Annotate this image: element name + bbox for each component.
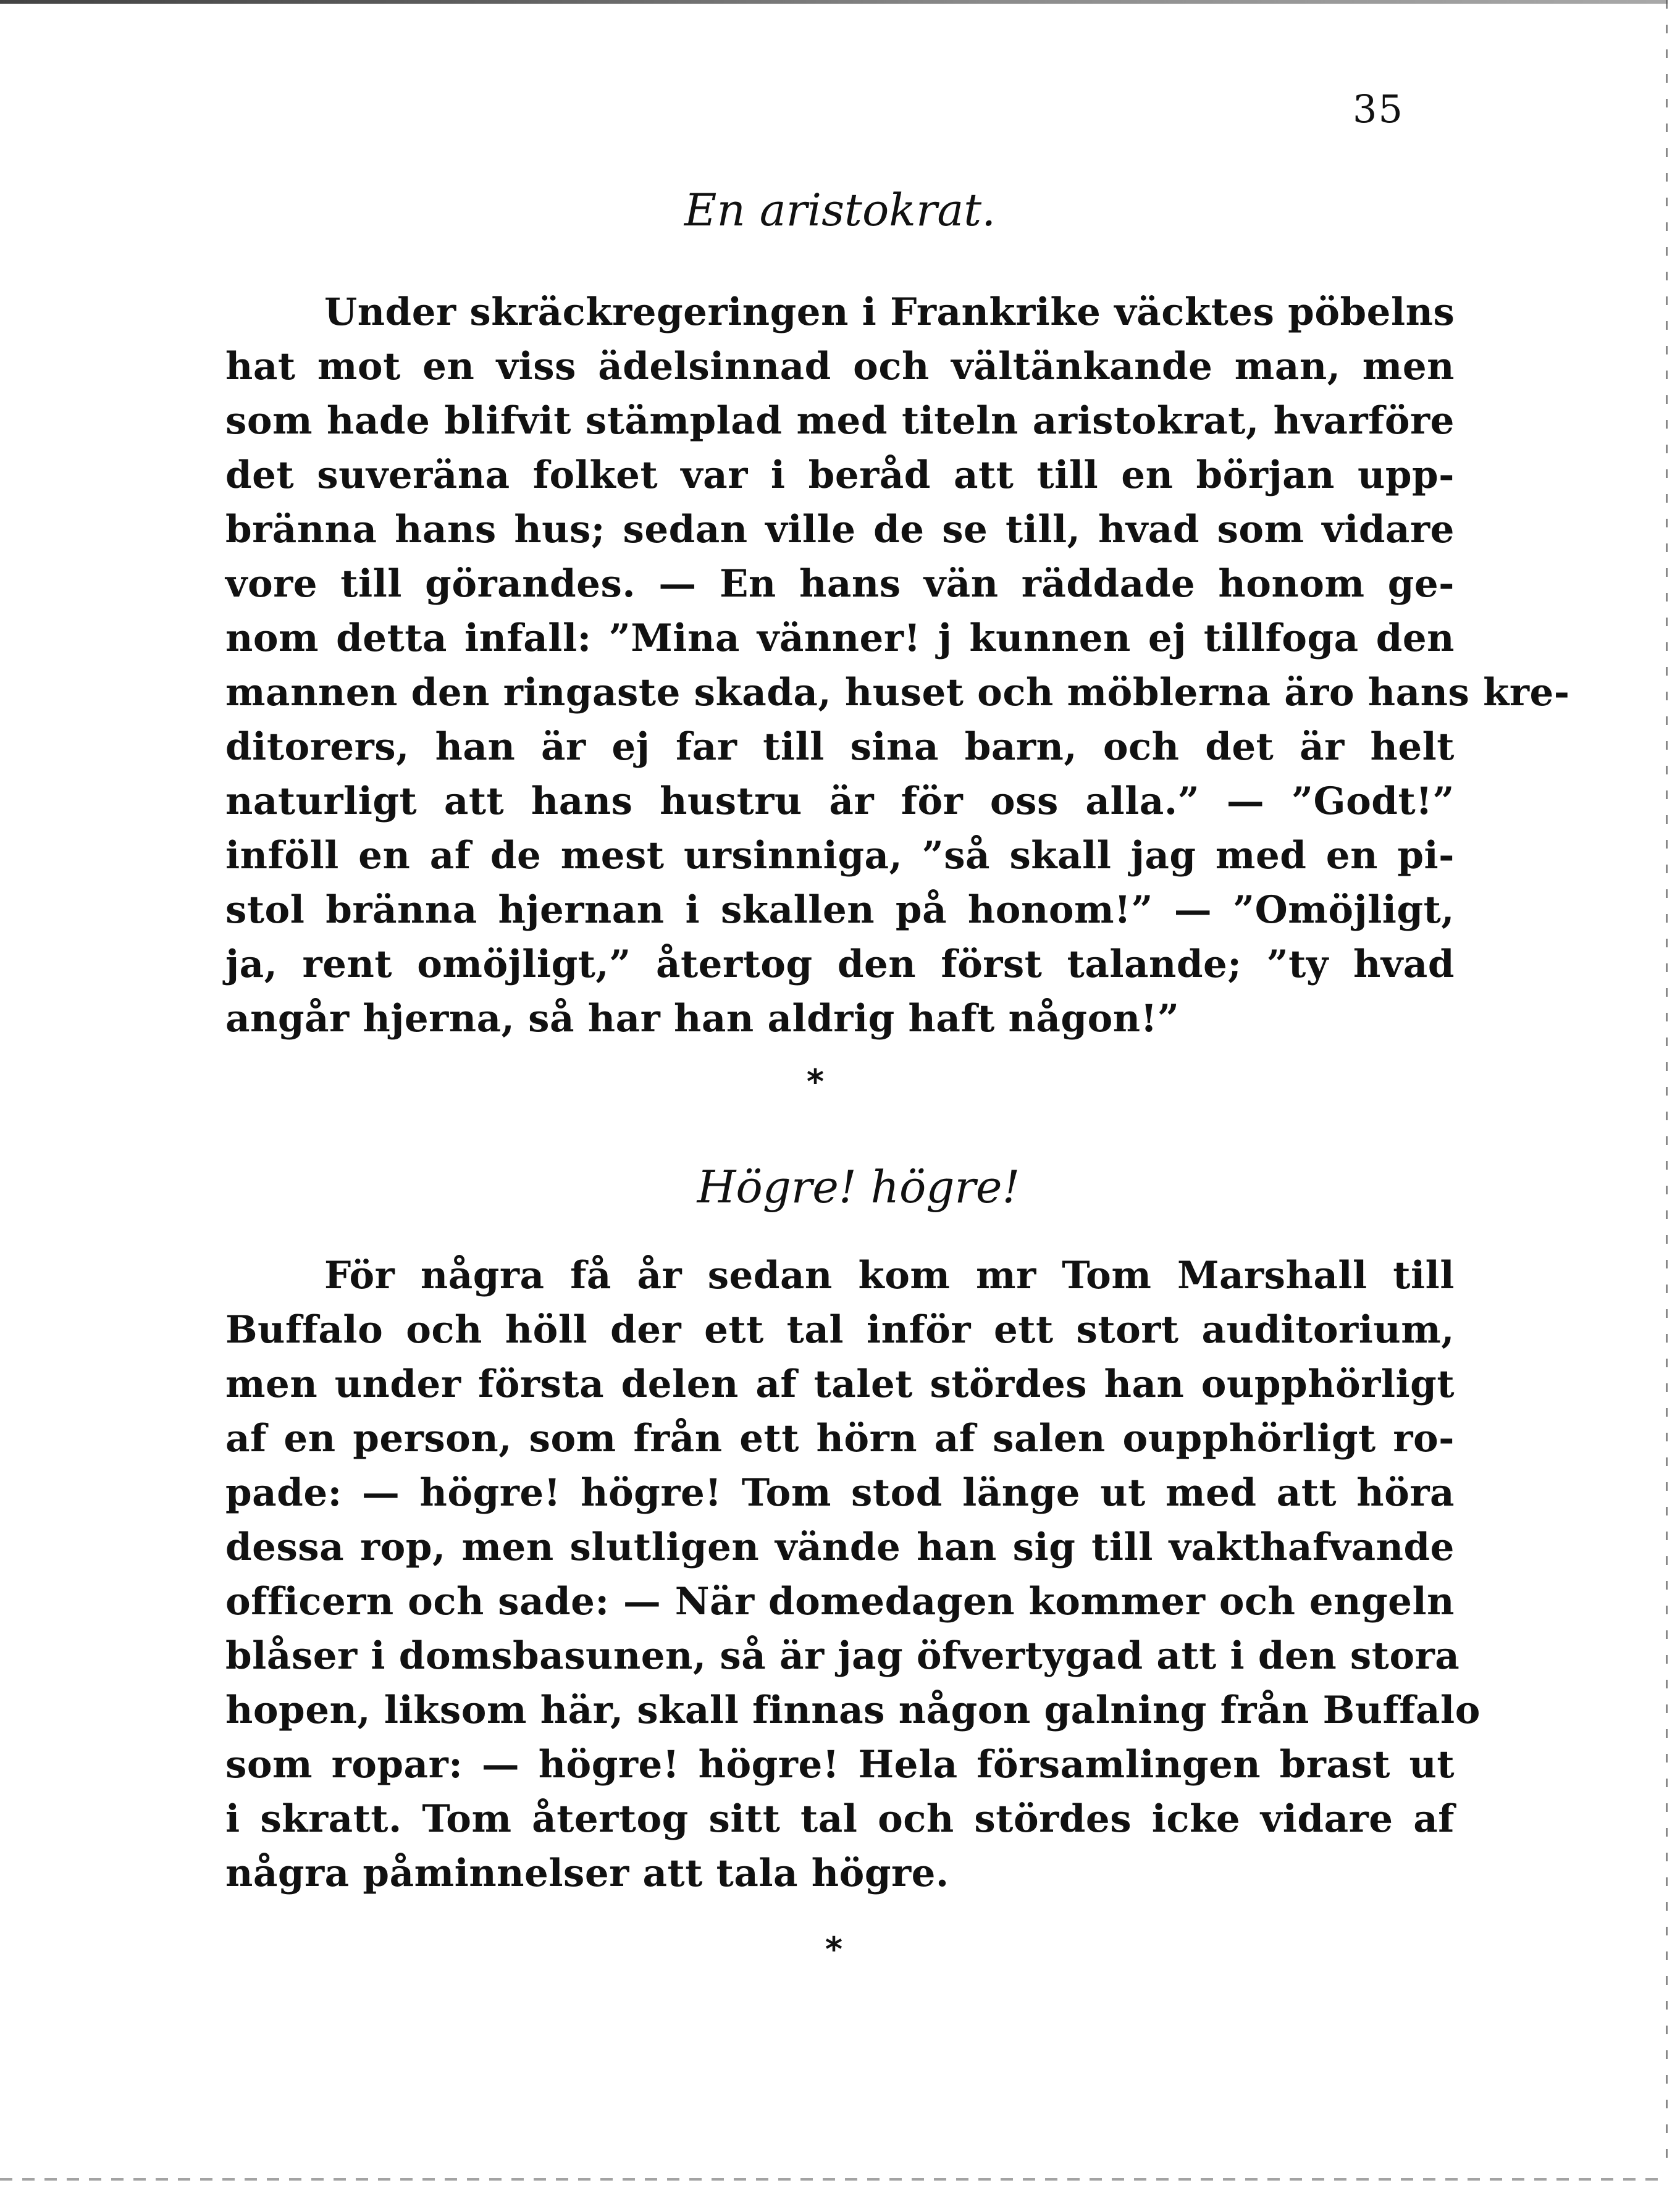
text-line: stol bränna hjernan i skallen på honom!” — ”Omöjligt, (225, 888, 1455, 932)
text-line: som hade blifvit stämplad med titeln aristokrat, hvarföre (225, 399, 1455, 443)
text-line: ditorers, han är ej far till sina barn, och det är helt (225, 725, 1455, 769)
text-line: ja, rent omöjligt,” återtog den först talande; ”ty hvad (225, 942, 1455, 986)
text-line: För några få år sedan kom mr Tom Marshall till (324, 1254, 1455, 1297)
text-line: i skratt. Tom återtog sitt tal och stördes icke vidare af (225, 1797, 1455, 1841)
scan-right-edge (1666, 0, 1668, 2174)
scan-bottom-edge (0, 2178, 1668, 2181)
text-line: naturligt att hans hustru är för oss alla.” — ”Godt!” (225, 779, 1455, 823)
text-line: Buffalo och höll der ett tal inför ett stort auditorium, (225, 1308, 1455, 1352)
asterisk-separator: * (825, 1930, 843, 1969)
paragraph-hogre-hogre (225, 1249, 1480, 1901)
section-title-hogre-hogre: Högre! högre! (697, 1161, 1020, 1213)
text-line: blåser i domsbasunen, så är jag öfvertygad att i den stora (225, 1634, 1460, 1678)
text-line: vore till görandes. — En hans vän räddade honom ge- (225, 562, 1455, 606)
text-line: men under första delen af talet stördes han oupphörligt (225, 1362, 1455, 1406)
text-line: inföll en af de mest ursinniga, ”så skall jag med en pi- (225, 834, 1455, 878)
text-line: officern och sade: — När domedagen kommer och engeln (225, 1580, 1455, 1624)
text-line: några påminnelser att tala högre. (225, 1851, 949, 1895)
text-line: dessa rop, men slutligen vände han sig till vakthafvande (225, 1525, 1455, 1569)
scan-top-edge (0, 0, 1668, 4)
text-line: hat mot en viss ädelsinnad och vältänkande man, men (225, 345, 1455, 388)
text-line: som ropar: — högre! högre! Hela församlingen brast ut (225, 1743, 1455, 1787)
text-line: angår hjerna, så har han aldrig haft någon!” (225, 997, 1180, 1041)
text-line: nom detta infall: ”Mina vänner! j kunnen ej tillfoga den (225, 616, 1455, 660)
text-line: Under skräckregeringen i Frankrike väcktes pöbelns (324, 290, 1455, 334)
text-line: bränna hans hus; sedan ville de se till, hvad som vidare (225, 508, 1455, 551)
text-line: pade: — högre! högre! Tom stod länge ut med att höra (225, 1471, 1455, 1515)
text-line: af en person, som från ett hörn af salen oupphörligt ro- (225, 1417, 1455, 1461)
text-line: hopen, liksom här, skall finnas någon galning från Buffalo (225, 1688, 1480, 1732)
page-number: 35 (1353, 86, 1404, 132)
text-line: det suveräna folket var i beråd att till en början upp- (225, 453, 1455, 497)
paragraph-en-aristokrat (225, 285, 1570, 1046)
section-title-en-aristokrat: En aristokrat. (684, 184, 996, 236)
text-line: mannen den ringaste skada, huset och möblerna äro hans kre- (225, 671, 1570, 715)
asterisk-separator: * (806, 1062, 825, 1101)
